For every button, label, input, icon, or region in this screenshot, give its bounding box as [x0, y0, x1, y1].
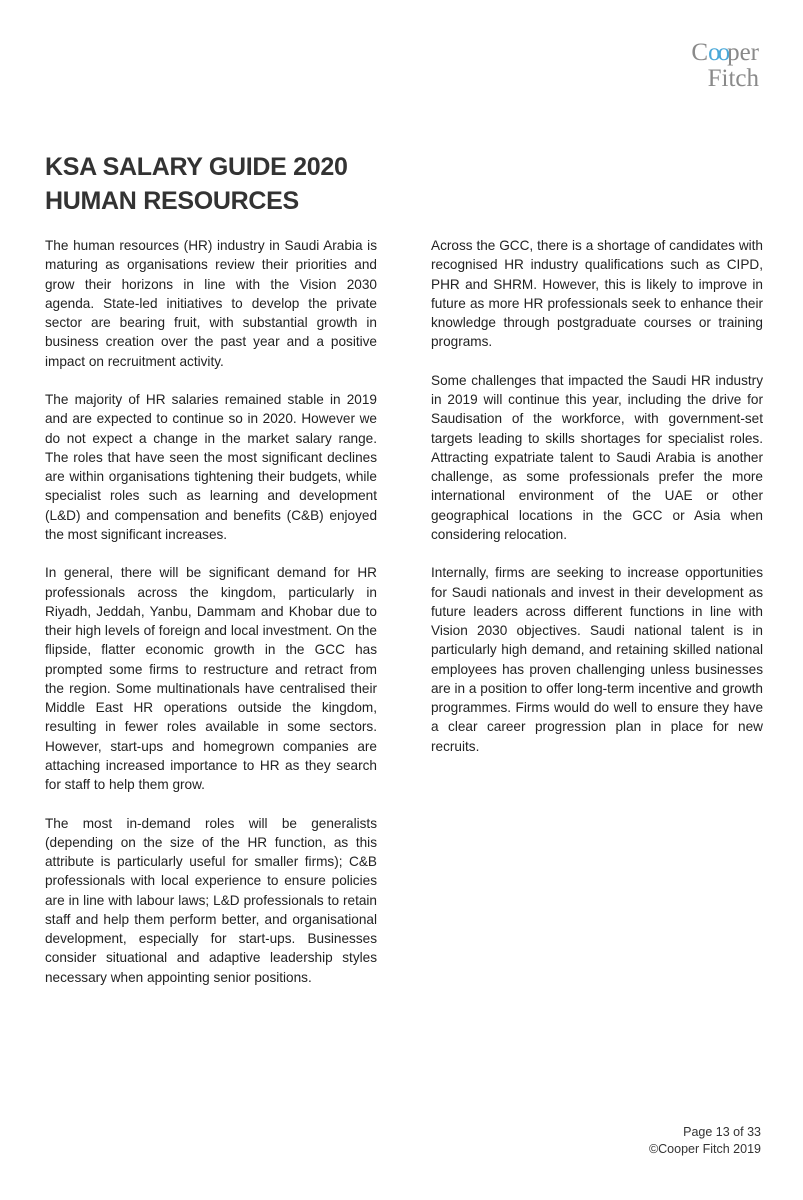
title-line: KSA SALARY GUIDE 2020: [45, 153, 348, 181]
paragraph: Some challenges that impacted the Saudi HR industry in 2019 will continue this year, including the drive for Saudisation of the workforce, with government-set targets leading to skills shortages for specialist roles. Attracting expatriate talent to Saudi Arabia is another challenge, as some professionals prefer the more international environment of the UAE or other geographical locations in the GCC or Asia when considering relocation.: [431, 372, 763, 542]
logo-text: C: [691, 39, 709, 66]
paragraph: The human resources (HR) industry in Saudi Arabia is maturing as organisations review their priorities and grow their horizons in line with the Vision 2030 agenda. State-led initiatives to develop the private sector are bearing fruit, with substantial growth in business creation over the past year and a positive impact on recruitment activity.: [45, 238, 377, 369]
logo-text: Fitch: [707, 65, 759, 92]
paragraph: Across the GCC, there is a shortage of candidates with recognised HR industry qualifications such as CIPD, PHR and SHRM. However, this is likely to improve in future as more HR professionals seek to enhance their knowledge through postgraduate courses or training programs.: [431, 238, 763, 350]
paragraph: In general, there will be significant demand for HR professionals across the kingdom, particularly in Riyadh, Jeddah, Yanbu, Dammam and Khobar due to their high levels of foreign and local investment. On the flipside, flatter economic growth in the GCC has prompted some firms to restructure and retract from the region. Some multinationals have centralised their Middle East HR operations outside the kingdom, resulting in fewer roles available in some sectors. However, start-ups and homegrown companies are attaching increased importance to HR as they search for staff to help them grow.: [45, 565, 377, 792]
title-line: HUMAN RESOURCES: [45, 187, 299, 215]
copyright: ©Cooper Fitch 2019: [648, 1142, 761, 1156]
paragraph: The majority of HR salaries remained stable in 2019 and are expected to continue so in 2020. However we do not expect a change in the market salary range. The roles that have seen the most significant declines are within organisations tightening their budgets, while specialist roles such as learning and development (L&D) and compensation and benefits (C&B) enjoyed the most significant increases.: [45, 392, 377, 542]
logo-infinity: oo: [708, 39, 728, 66]
page-number: Page 13 of 33: [683, 1125, 761, 1139]
paragraph: Internally, firms are seeking to increase opportunities for Saudi nationals and invest in their development as future leaders across different functions in line with Vision 2030 objectives. Saudi national talent is in particularly high demand, and retaining skilled national employees has proven challenging unless businesses are in a position to offer long-term incentive and growth programmes. Firms would do well to ensure they have a clear career progression plan in place for new recruits.: [431, 565, 763, 754]
left-column: [45, 236, 377, 1006]
page-title: [45, 150, 348, 218]
page-footer: [649, 1124, 761, 1158]
logo-text: per: [727, 39, 759, 66]
right-column: [431, 236, 763, 775]
cooper-fitch-logo: [691, 40, 759, 92]
paragraph: The most in-demand roles will be generalists (depending on the size of the HR function, as this attribute is particularly useful for smaller firms); C&B professionals with local experience to ensure policies are in line with labour laws; L&D professionals to retain staff and help them perform better, and organisational development, especially for start-ups. Businesses consider situational and adaptive leadership styles necessary when appointing senior positions.: [45, 815, 377, 985]
